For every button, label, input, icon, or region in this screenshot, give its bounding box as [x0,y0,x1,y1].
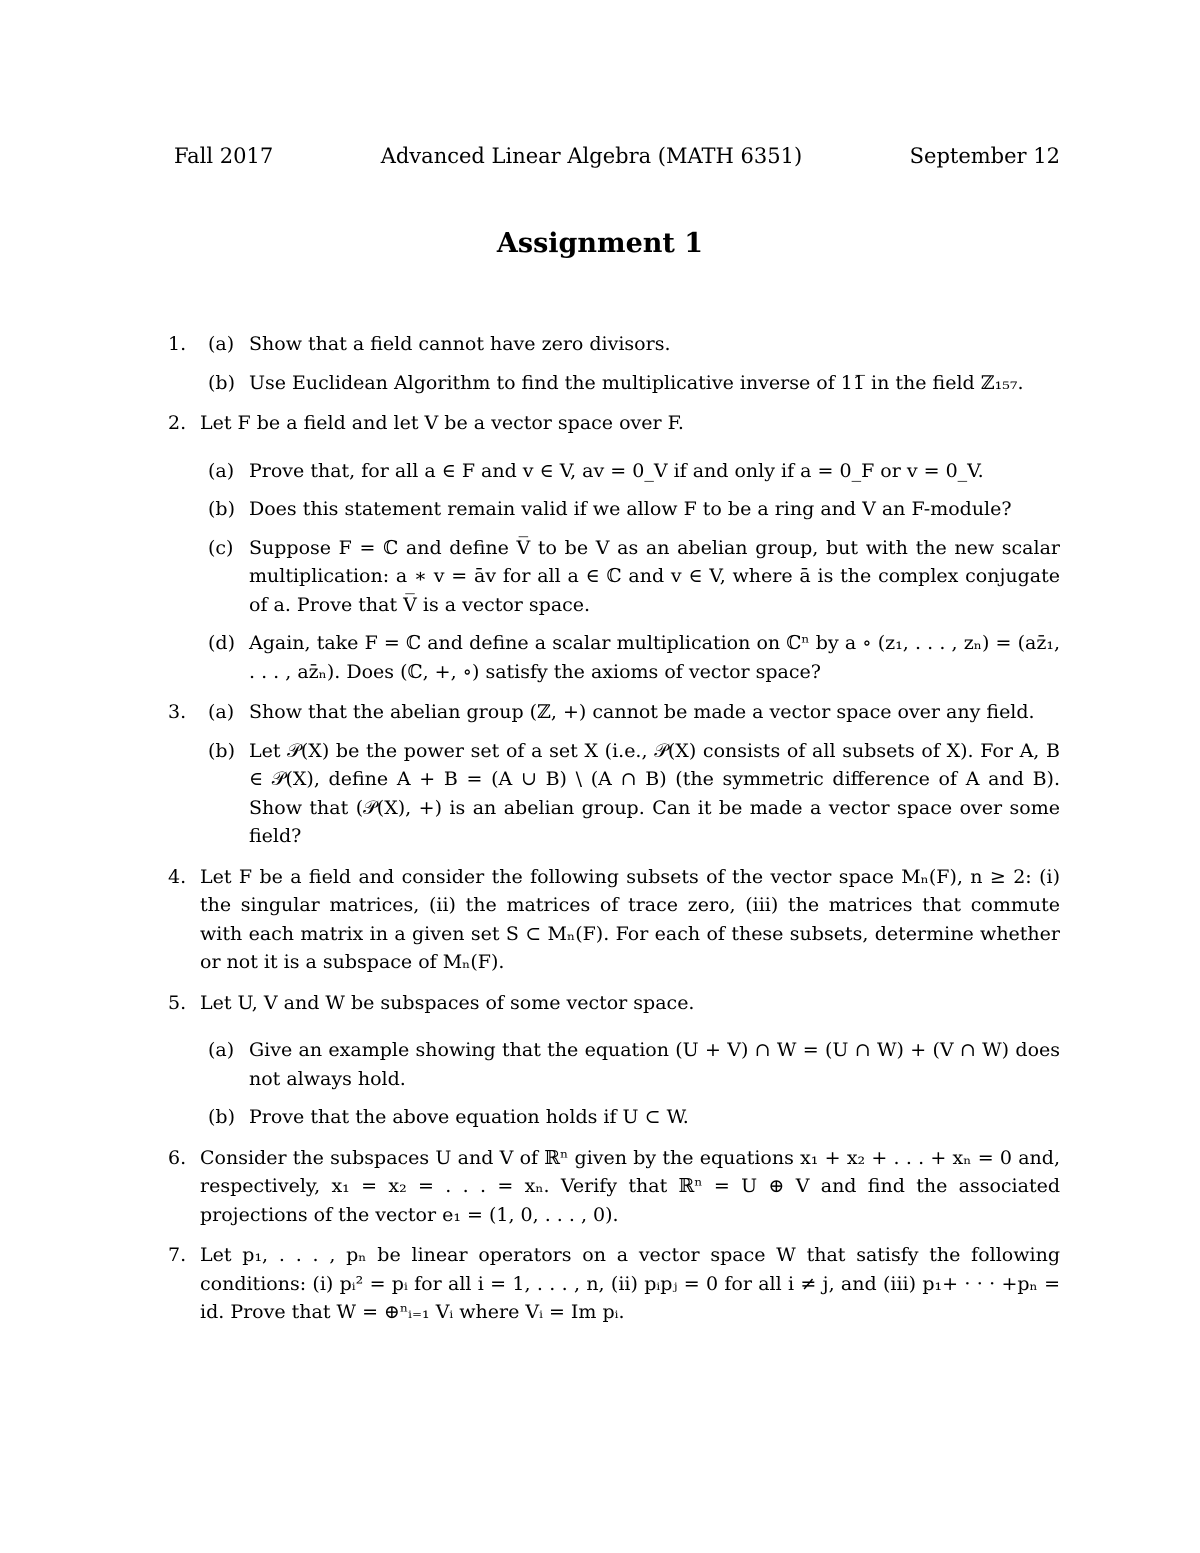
problem-1 [168,330,1060,397]
part-label: (b) [208,1106,235,1128]
page-header [174,144,1060,168]
problem-3b [200,737,1060,851]
part-label: (b) [208,739,235,762]
problem-text: Consider the subspaces U and V of ℝⁿ given by the equations x₁ + x₂ + . . . + xₙ = 0 and, respectively, x₁ = x₂ = . . . = xₙ. Verify that ℝⁿ = U ⊕ V and find the associated projections of the vector e₁ = (1, 0, . . . , 0). [200,1146,1060,1226]
problem-2 [168,409,1060,686]
problem-number: 7. [168,1244,187,1266]
header-term: Fall 2017 [174,144,274,168]
problem-number: 6. [168,1146,187,1169]
problem-2b [200,495,1060,524]
problem-5b [200,1103,1060,1132]
problem-4 [168,863,1060,977]
part-label: (a) [208,701,235,723]
part-text: Let 𝒫(X) be the power set of a set X (i.e., 𝒫(X) consists of all subsets of X). For A, B ∈ 𝒫(X), define A + B = (A ∪ B) \ (A ∩ B) (the symmetric difference of A and B). Show that (𝒫(X), +) is an abelian group. Can it be made a vector space over some field? [249,739,1060,847]
problem-number: 1. [168,333,187,355]
part-text: Again, take F = ℂ and define a scalar multiplication on ℂⁿ by a ∘ (z₁, . . . , zₙ) = (az̄₁, . . . , az̄ₙ). Does (ℂ, +, ∘) satisfy the axioms of vector space? [249,632,1060,683]
problem-7 [168,1241,1060,1327]
part-text: Show that a field cannot have zero divisors. [249,333,671,355]
problem-text: Let F be a field and consider the following subsets of the vector space Mₙ(F), n ≥ 2: (i) the singular matrices, (ii) the matrices of trace zero, (iii) the matrices that commute with each matrix in a given set S ⊂ Mₙ(F). For each of these subsets, determine whether or not it is a subspace of Mₙ(F). [200,865,1060,973]
header-date: September 12 [909,144,1060,168]
part-label: (a) [208,459,235,482]
problem-number: 3. [168,701,187,723]
problem-number: 5. [168,991,187,1014]
part-text: Prove that, for all a ∈ F and v ∈ V, av = 0_V if and only if a = 0_F or v = 0_V. [249,459,984,482]
problem-5 [168,989,1060,1132]
part-text: Suppose F = ℂ and define V̅ to be V as an abelian group, but with the new scalar multiplication: a ∗ v = āv for all a ∈ ℂ and v ∈ V, where ā is the complex conjugate of a. Prove that V̅ is a vector space. [249,536,1060,616]
problem-number: 4. [168,865,187,888]
problem-5a [200,1036,1060,1093]
part-text: Show that the abelian group (ℤ, +) cannot be made a vector space over any field. [249,701,1035,723]
part-label: (a) [208,333,235,355]
problem-2d [200,629,1060,686]
page-title: Assignment 1 [496,228,704,259]
problem-text: Let F be a field and let V be a vector space over F. [200,412,684,434]
problem-6 [168,1144,1060,1230]
part-text: Give an example showing that the equation (U + V) ∩ W = (U ∩ W) + (V ∩ W) does not always hold. [249,1039,1060,1090]
problem-3 [168,698,1060,851]
problem-1a [200,330,1060,359]
problem-1b [200,369,1060,398]
problem-text: Let U, V and W be subspaces of some vector space. [200,991,695,1014]
part-label: (c) [208,536,234,559]
header-course: Advanced Linear Algebra (MATH 6351) [380,144,803,168]
problem-text: Let p₁, . . . , pₙ be linear operators on a vector space W that satisfy the following conditions: (i) pᵢ² = pᵢ for all i = 1, . . . , n, (ii) pᵢpⱼ = 0 for all i ≠ j, and (iii) p₁+ · · · +pₙ = id. Prove that W = ⊕ⁿᵢ₌₁ Vᵢ where Vᵢ = Im pᵢ. [200,1244,1060,1323]
part-text: Does this statement remain valid if we allow F to be a ring and V an F-module? [249,498,1012,520]
problem-2c [200,534,1060,620]
part-label: (b) [208,498,235,520]
part-label: (a) [208,1039,235,1061]
problem-list [168,330,1060,1327]
part-label: (b) [208,371,235,394]
problem-2a [200,457,1060,486]
problem-number: 2. [168,412,187,434]
part-text: Prove that the above equation holds if U ⊂ W. [249,1106,689,1128]
part-label: (d) [208,632,235,654]
part-text: Use Euclidean Algorithm to find the multiplicative inverse of 11̅ in the field ℤ₁₅₇. [249,371,1024,394]
problem-3a [200,698,1060,727]
